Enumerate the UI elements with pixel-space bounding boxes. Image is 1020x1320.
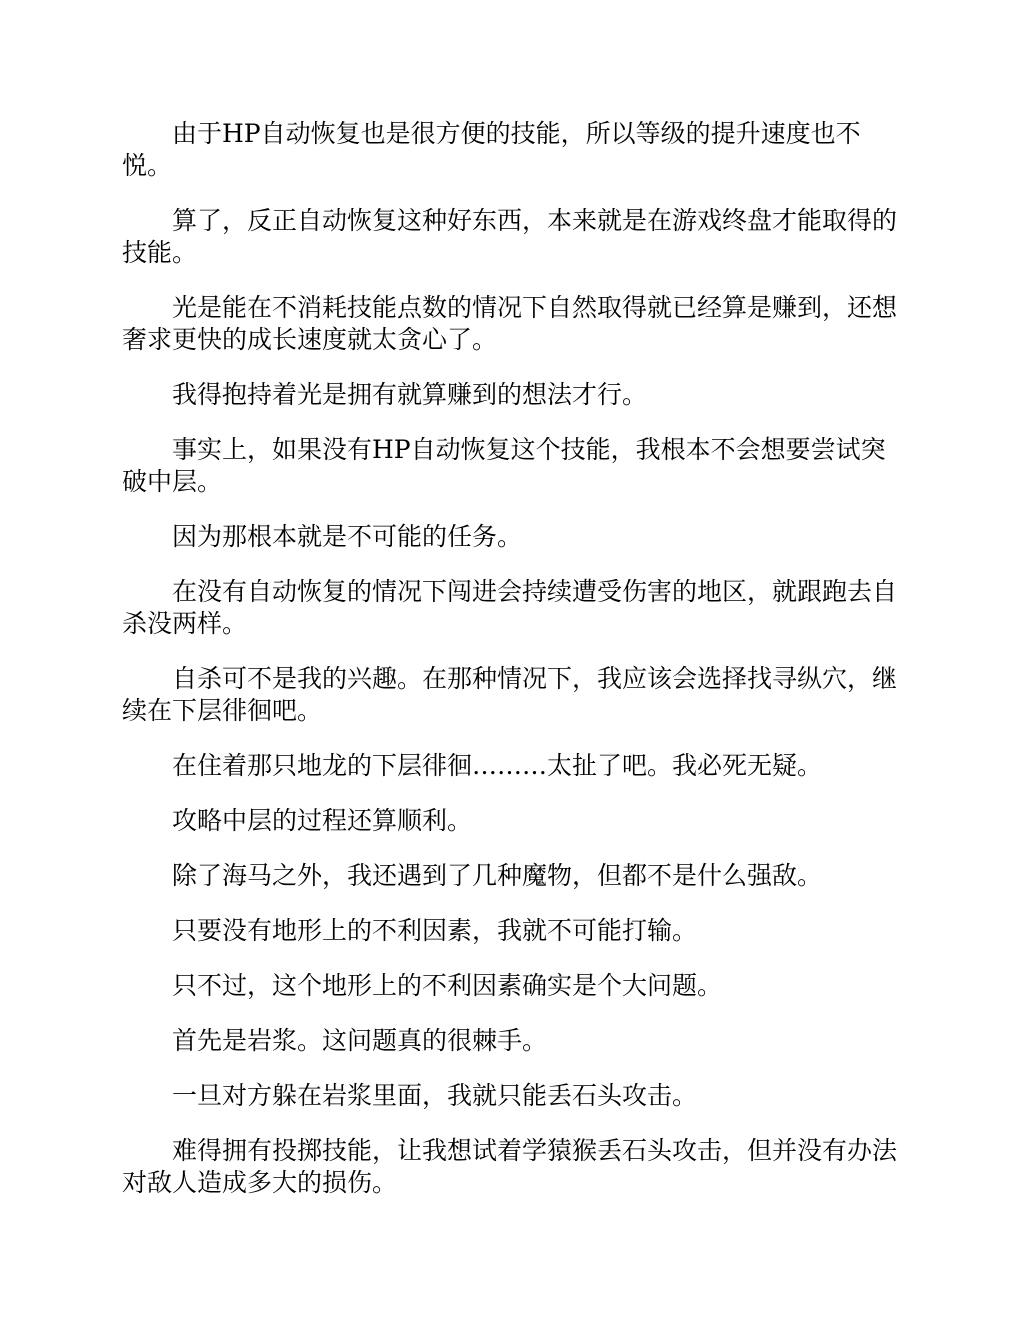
paragraph-16: 难得拥有投掷技能，让我想试着学猿猴丢石头攻击，但并没有办法对敌人造成多大的损伤。 <box>122 1136 898 1197</box>
paragraph-2: 算了，反正自动恢复这种好东西，本来就是在游戏终盘才能取得的技能。 <box>122 206 898 267</box>
paragraph-10: 攻略中层的过程还算顺利。 <box>172 806 473 835</box>
paragraph-14: 首先是岩浆。这问题真的很棘手。 <box>172 1026 548 1055</box>
paragraph-8: 自杀可不是我的兴趣。在那种情况下，我应该会选择找寻纵穴，继续在下层徘徊吧。 <box>122 664 898 725</box>
document-page <box>122 118 898 1222</box>
paragraph-3: 光是能在不消耗技能点数的情况下自然取得就已经算是赚到，还想奢求更快的成长速度就太贪心了。 <box>122 293 898 354</box>
paragraph-4: 我得抱持着光是拥有就算赚到的想法才行。 <box>172 380 648 409</box>
paragraph-5: 事实上，如果没有HP自动恢复这个技能，我根本不会想要尝试突破中层。 <box>122 435 886 496</box>
paragraph-13: 只不过，这个地形上的不利因素确实是个大问题。 <box>172 971 723 1000</box>
paragraph-15: 一旦对方躲在岩浆里面，我就只能丢石头攻击。 <box>172 1081 698 1110</box>
paragraph-11: 除了海马之外，我还遇到了几种魔物，但都不是什么强敌。 <box>172 861 823 890</box>
paragraph-7: 在没有自动恢复的情况下闯进会持续遭受伤害的地区，就跟跑去自杀没两样。 <box>122 577 898 638</box>
paragraph-9: 在住着那只地龙的下层徘徊………太扯了吧。我必死无疑。 <box>172 751 823 780</box>
paragraph-1: 由于HP自动恢复也是很方便的技能，所以等级的提升速度也不悦。 <box>122 119 861 180</box>
paragraph-12: 只要没有地形上的不利因素，我就不可能打输。 <box>172 916 698 945</box>
paragraph-6: 因为那根本就是不可能的任务。 <box>172 522 523 551</box>
